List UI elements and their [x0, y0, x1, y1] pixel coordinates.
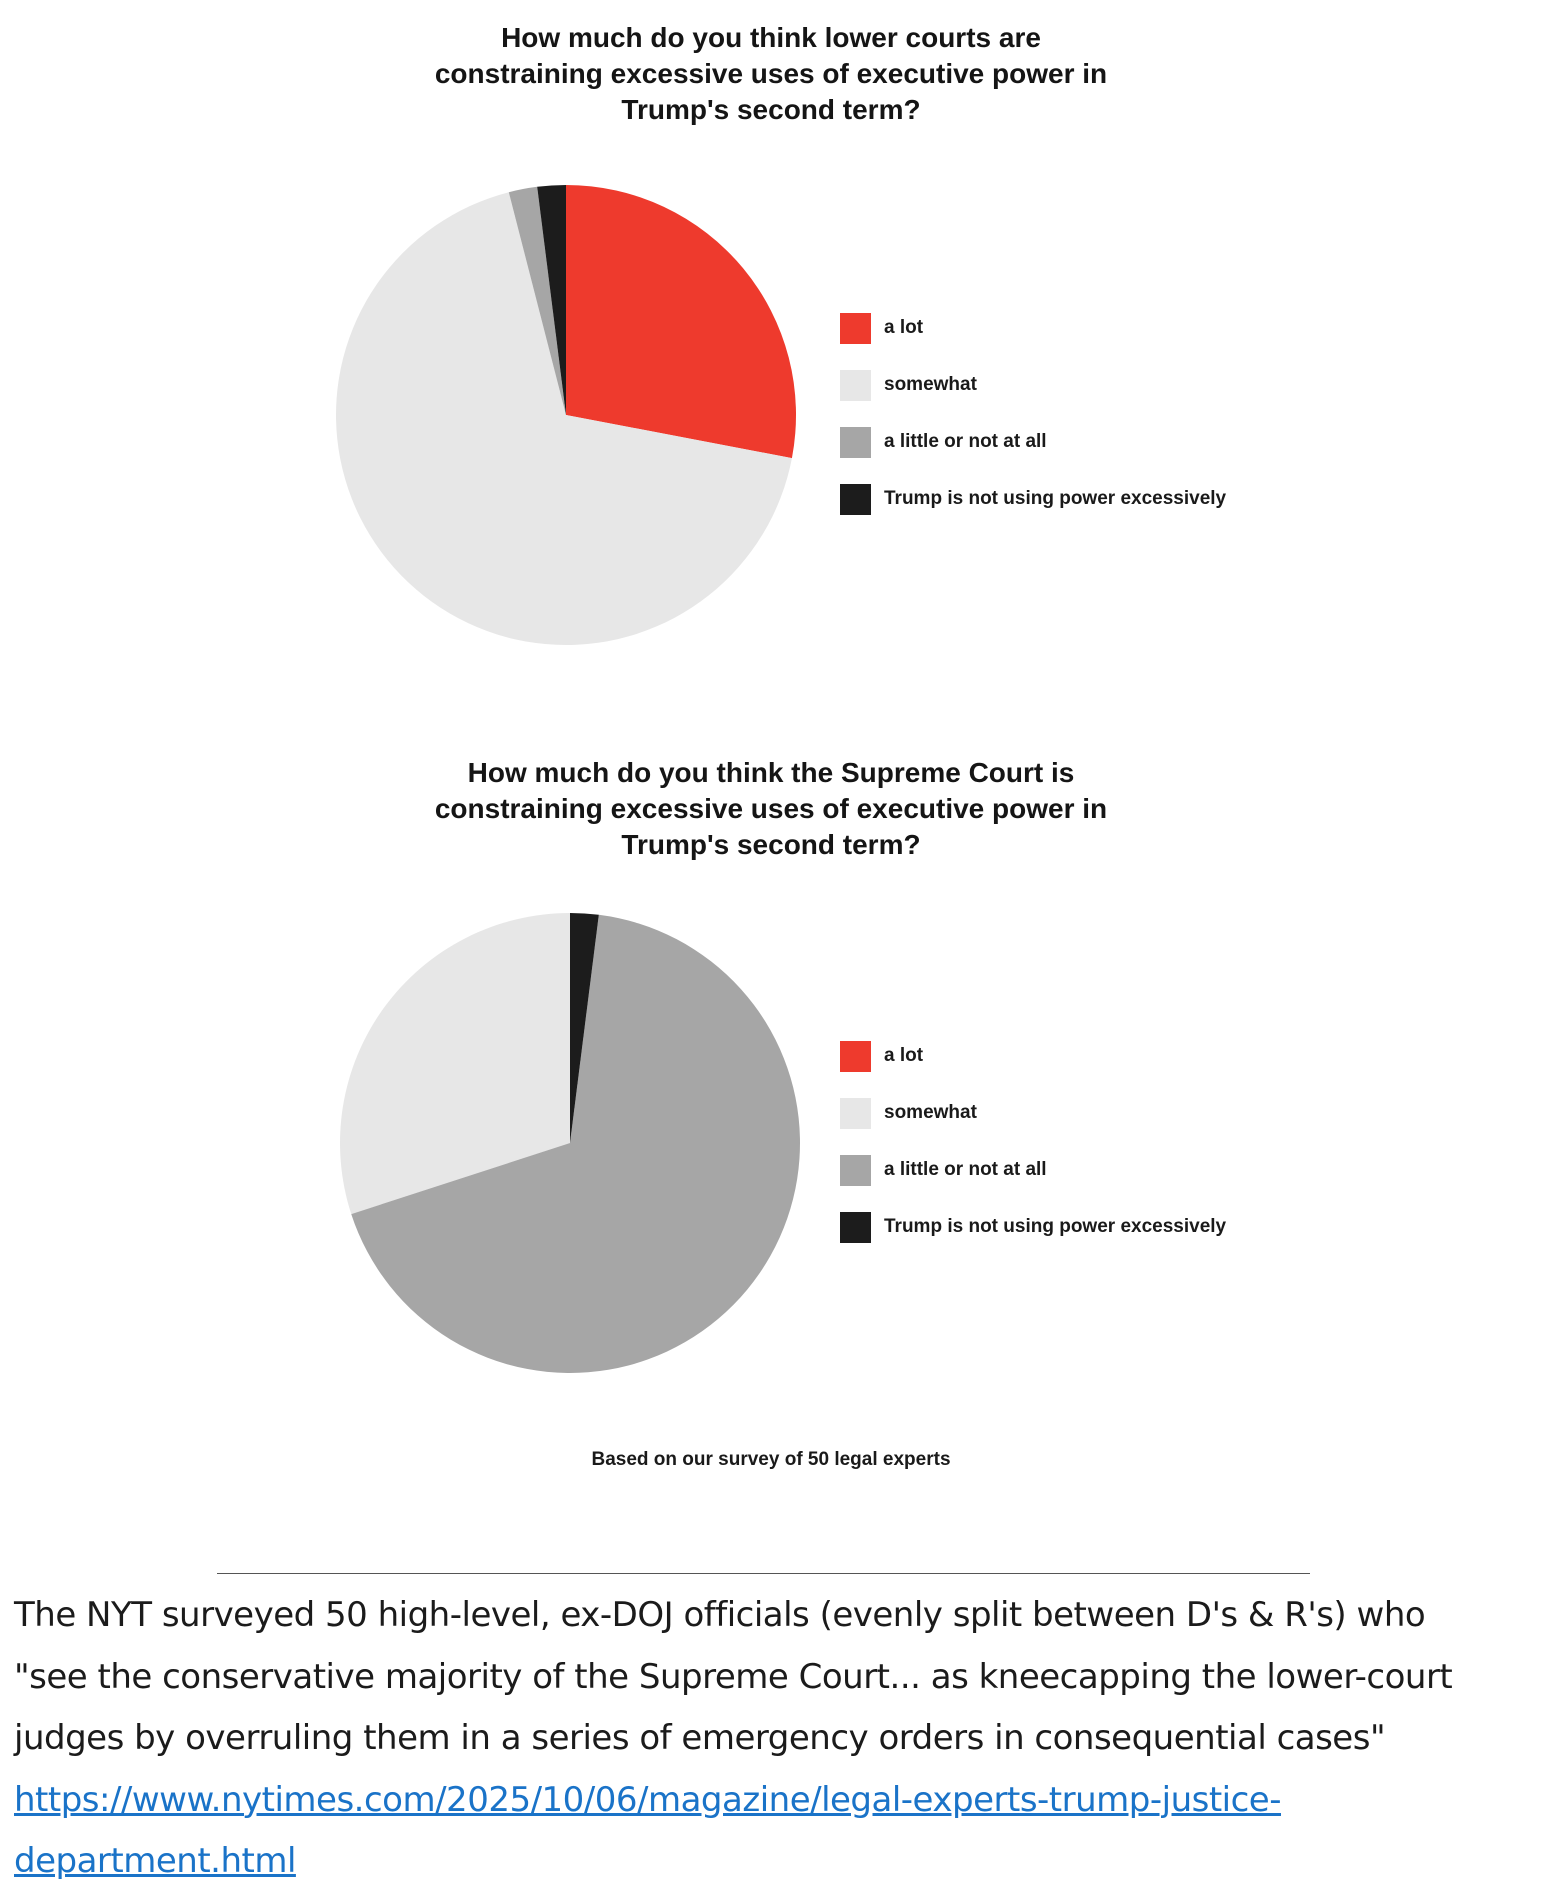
legend-label: somewhat: [884, 374, 977, 395]
legend-swatch: [840, 370, 871, 401]
post-line: The NYT surveyed 50 high-level, ex-DOJ officials (evenly split between D's & R's) who: [14, 1595, 1426, 1635]
survey-footnote: Based on our survey of 50 legal experts: [591, 1449, 951, 1470]
chart-title-line: constraining excessive uses of executive power in: [434, 793, 1108, 824]
post-link-line: [14, 1831, 1534, 1893]
legend-label: a little or not at all: [884, 431, 1047, 452]
legend-label: somewhat: [884, 1102, 977, 1123]
legend-swatch: [840, 1098, 871, 1129]
legend-label: Trump is not using power excessively: [884, 1216, 1227, 1237]
legend-swatch: [840, 1212, 871, 1243]
chart-lower-courts: [0, 0, 1542, 700]
legend-swatch: [840, 313, 871, 344]
pie-chart: [0, 735, 1542, 1435]
chart-title-line: How much do you think lower courts are: [501, 22, 1041, 53]
chart-title-line: Trump's second term?: [621, 829, 921, 860]
chart-title-line: Trump's second term?: [621, 94, 921, 125]
post-line: judges by overruling them in a series of emergency orders in consequential cases": [14, 1718, 1386, 1758]
post-line: "see the conservative majority of the Supreme Court... as kneecapping the lower-court: [14, 1656, 1453, 1697]
chart-title-line: How much do you think the Supreme Court is: [467, 757, 1075, 788]
pie-slice-a-lot: [566, 185, 796, 458]
legend-swatch: [840, 484, 871, 515]
legend-label: a lot: [884, 317, 924, 338]
post-link-line: [14, 1770, 1534, 1832]
legend-label: a little or not at all: [884, 1159, 1047, 1180]
divider: [217, 1573, 1310, 1574]
nytimes-link[interactable]: https://www.nytimes.com/2025/10/06/magazine/legal-experts-trump-justice-: [14, 1779, 1281, 1820]
legend-label: a lot: [884, 1045, 924, 1066]
chart-supreme-court: [0, 735, 1542, 1435]
legend-swatch: [840, 427, 871, 458]
legend-swatch: [840, 1041, 871, 1072]
pie-chart: [0, 0, 1542, 700]
post-body: [14, 1585, 1534, 1893]
chart-title-line: constraining excessive uses of executive power in: [434, 58, 1108, 89]
nytimes-link-continued[interactable]: department.html: [14, 1841, 296, 1881]
legend-swatch: [840, 1155, 871, 1186]
legend-label: Trump is not using power excessively: [884, 488, 1227, 509]
